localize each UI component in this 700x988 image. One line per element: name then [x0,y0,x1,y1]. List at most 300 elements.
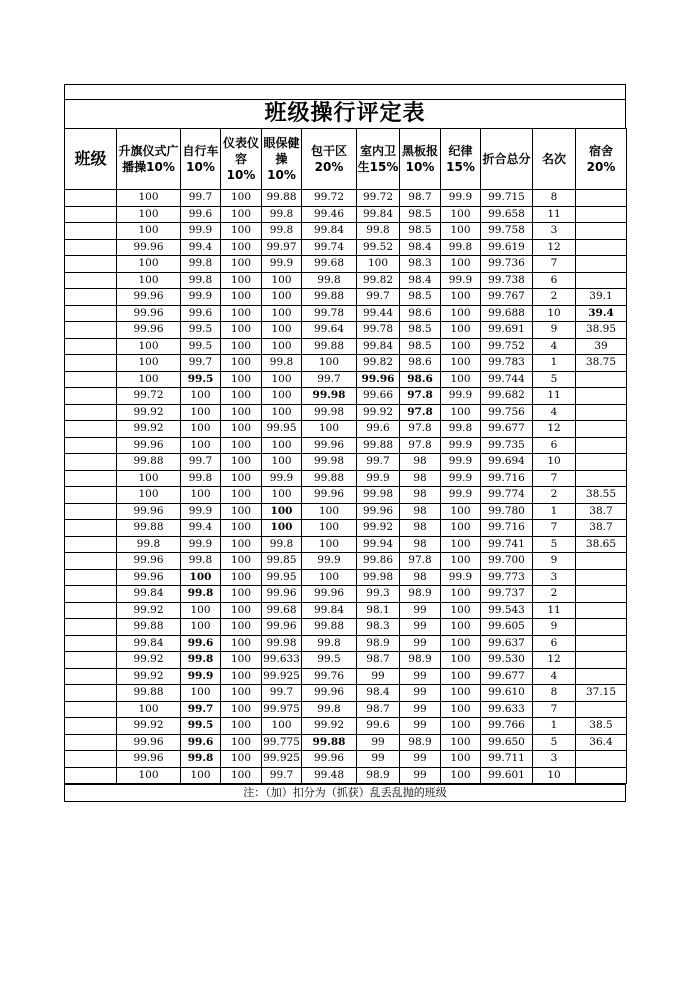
table-cell: 99.633 [481,701,533,718]
table-cell: 99.9 [181,536,221,553]
table-cell: 12 [533,239,576,256]
table-cell: 9 [533,553,576,570]
table-cell: 100 [221,404,262,421]
table-cell: 99.752 [481,338,533,355]
table-row [65,520,627,537]
table-cell: 99.96 [117,569,181,586]
table-cell [65,421,117,438]
table-cell: 100 [221,355,262,372]
table-cell [576,256,627,273]
table-cell: 100 [441,718,481,735]
table-cell [576,619,627,636]
table-cell: 100 [262,371,302,388]
table-row [65,668,627,685]
table-cell: 100 [441,206,481,223]
table-cell: 99.9 [441,437,481,454]
table-row [65,388,627,405]
table-cell: 99.8 [262,206,302,223]
table-cell: 100 [181,767,221,784]
table-cell: 99.48 [302,767,357,784]
table-cell: 100 [221,190,262,207]
table-cell: 98.9 [400,586,441,603]
table-cell: 100 [221,751,262,768]
table-cell: 99.767 [481,289,533,306]
sheet-top-bar [64,84,626,100]
table-cell: 99.925 [262,668,302,685]
table-cell: 100 [441,404,481,421]
table-cell: 99.88 [262,190,302,207]
table-cell: 100 [441,602,481,619]
table-cell: 100 [441,734,481,751]
table-row [65,206,627,223]
table-cell [576,652,627,669]
column-header: 自行车10% [181,129,221,190]
table-cell: 100 [117,355,181,372]
column-header: 包干区20% [302,129,357,190]
table-cell: 99 [400,751,441,768]
table-cell: 10 [533,305,576,322]
table-cell [576,206,627,223]
table-cell: 100 [221,619,262,636]
table-cell: 98 [400,569,441,586]
table-cell [576,569,627,586]
table-cell: 100 [117,272,181,289]
table-cell: 98 [400,503,441,520]
column-header: 仪表仪容10% [221,129,262,190]
table-cell: 99.88 [117,619,181,636]
table-cell: 99.5 [181,718,221,735]
table-cell: 99.8 [357,223,400,240]
table-cell: 99.44 [357,305,400,322]
table-cell: 99.92 [357,520,400,537]
table-cell [65,569,117,586]
table-cell: 5 [533,371,576,388]
table-cell [65,338,117,355]
table-cell: 100 [221,272,262,289]
table-cell: 100 [181,685,221,702]
table-cell: 99.72 [117,388,181,405]
table-cell: 99.78 [357,322,400,339]
table-cell: 100 [221,668,262,685]
table-row [65,190,627,207]
table-cell: 98 [400,470,441,487]
table-cell: 100 [441,685,481,702]
table-cell: 38.5 [576,718,627,735]
table-cell: 100 [221,635,262,652]
table-cell: 99.8 [302,701,357,718]
table-cell [65,371,117,388]
table-cell [65,668,117,685]
table-cell: 97.8 [400,437,441,454]
table-cell: 99.92 [117,668,181,685]
table-cell: 99 [357,751,400,768]
table-cell: 39.1 [576,289,627,306]
table-cell: 98.5 [400,338,441,355]
table-cell: 99.96 [117,305,181,322]
table-cell: 98.7 [357,652,400,669]
table-cell: 99.72 [302,190,357,207]
table-cell: 100 [117,371,181,388]
table-row [65,553,627,570]
table-row [65,256,627,273]
table-cell: 100 [441,751,481,768]
table-cell: 99.9 [441,388,481,405]
table-cell: 38.7 [576,520,627,537]
table-cell: 100 [221,503,262,520]
table-cell [576,553,627,570]
table-cell: 99.98 [302,454,357,471]
table-cell: 99.7 [262,767,302,784]
table-cell: 99.5 [302,652,357,669]
table-cell [576,404,627,421]
evaluation-sheet [64,84,626,802]
table-cell [65,487,117,504]
table-row [65,239,627,256]
table-cell: 100 [441,503,481,520]
table-cell: 99.700 [481,553,533,570]
table-cell: 100 [221,371,262,388]
table-cell: 100 [221,305,262,322]
table-cell: 99.688 [481,305,533,322]
table-cell: 100 [221,652,262,669]
table-cell: 100 [221,289,262,306]
table-cell: 100 [262,718,302,735]
column-header: 眼保健操10% [262,129,302,190]
table-row [65,470,627,487]
table-cell: 8 [533,190,576,207]
table-cell: 100 [117,338,181,355]
table-cell: 100 [441,553,481,570]
table-row [65,454,627,471]
table-cell [576,454,627,471]
table-cell: 100 [221,685,262,702]
table-cell: 99.925 [262,751,302,768]
table-cell: 9 [533,322,576,339]
table-cell: 99.6 [181,206,221,223]
table-cell: 99.6 [357,718,400,735]
table-cell: 99.758 [481,223,533,240]
table-cell: 99.773 [481,569,533,586]
table-cell: 100 [302,355,357,372]
table-cell: 39.4 [576,305,627,322]
table-cell: 99.98 [357,569,400,586]
table-cell: 98 [400,536,441,553]
table-cell: 100 [221,322,262,339]
table-cell: 100 [441,520,481,537]
table-cell: 2 [533,289,576,306]
table-row [65,652,627,669]
table-cell: 99.8 [441,239,481,256]
table-cell: 100 [221,718,262,735]
table-cell: 99.96 [262,619,302,636]
table-cell: 99.88 [302,289,357,306]
table-cell: 99.682 [481,388,533,405]
table-cell: 3 [533,223,576,240]
table-cell [65,470,117,487]
table-cell: 100 [441,701,481,718]
table-cell [65,190,117,207]
table-cell: 100 [181,487,221,504]
table-cell: 100 [262,338,302,355]
table-cell: 99.975 [262,701,302,718]
table-cell: 99.84 [357,206,400,223]
table-cell: 98.4 [400,239,441,256]
table-cell: 99.92 [357,404,400,421]
table-cell [576,239,627,256]
table-cell: 100 [262,503,302,520]
table-cell: 99.96 [302,487,357,504]
table-cell: 99.88 [302,619,357,636]
table-cell: 99.96 [117,239,181,256]
table-cell: 100 [441,338,481,355]
table-cell: 99.88 [302,470,357,487]
table-cell: 100 [181,404,221,421]
table-cell: 99.72 [357,190,400,207]
column-header: 折合总分 [481,129,533,190]
table-cell: 100 [441,619,481,636]
table-cell: 100 [117,190,181,207]
table-cell [576,470,627,487]
table-cell: 100 [262,520,302,537]
table-cell: 38.7 [576,503,627,520]
table-cell [65,322,117,339]
table-cell: 99.64 [302,322,357,339]
table-cell [576,635,627,652]
table-row [65,437,627,454]
table-cell: 99.68 [302,256,357,273]
table-cell: 100 [302,503,357,520]
table-row [65,322,627,339]
table-cell: 99.7 [357,289,400,306]
table-cell: 99.96 [357,371,400,388]
column-header: 名次 [533,129,576,190]
table-cell: 99.96 [302,586,357,603]
table-cell: 99.6 [181,305,221,322]
table-cell: 99.658 [481,206,533,223]
table-cell: 100 [221,536,262,553]
table-cell [65,289,117,306]
table-cell: 7 [533,520,576,537]
table-cell [65,239,117,256]
table-cell: 99.88 [357,437,400,454]
table-cell: 99 [400,668,441,685]
table-cell: 100 [221,734,262,751]
table-cell: 100 [441,322,481,339]
table-cell: 99.88 [302,734,357,751]
table-cell: 99.9 [302,553,357,570]
table-cell: 8 [533,685,576,702]
table-cell [65,767,117,784]
table-cell: 99.610 [481,685,533,702]
table-cell: 99.9 [357,470,400,487]
table-row [65,404,627,421]
table-cell: 100 [117,206,181,223]
table-cell: 38.95 [576,322,627,339]
table-cell: 99.4 [181,520,221,537]
table-cell: 10 [533,454,576,471]
table-row [65,751,627,768]
table-cell [576,272,627,289]
table-cell: 100 [302,569,357,586]
table-cell: 99.5 [181,371,221,388]
table-cell: 7 [533,470,576,487]
table-cell: 99.774 [481,487,533,504]
table-cell: 100 [441,223,481,240]
table-cell: 99.530 [481,652,533,669]
table-cell: 99.92 [117,421,181,438]
table-cell: 99 [400,718,441,735]
table-cell: 100 [221,767,262,784]
table-row [65,305,627,322]
table-cell: 99.8 [441,421,481,438]
table-cell: 100 [441,371,481,388]
table-cell: 12 [533,652,576,669]
table-cell: 99.66 [357,388,400,405]
table-cell: 99.96 [357,503,400,520]
table-cell: 99.96 [302,751,357,768]
table-cell [576,602,627,619]
table-cell: 100 [181,421,221,438]
table-cell: 98 [400,487,441,504]
table-cell: 7 [533,256,576,273]
table-cell: 100 [117,470,181,487]
table-cell: 100 [117,223,181,240]
table-cell: 100 [441,586,481,603]
table-cell: 100 [302,421,357,438]
table-cell: 98.5 [400,289,441,306]
table-cell: 99.8 [181,586,221,603]
table-cell [576,388,627,405]
table-cell: 99.98 [302,404,357,421]
table-cell: 99.601 [481,767,533,784]
column-header: 室内卫生15% [357,129,400,190]
table-cell: 99.95 [262,421,302,438]
table-cell: 98.7 [400,190,441,207]
table-cell: 100 [221,553,262,570]
table-cell: 99.84 [357,338,400,355]
table-cell: 11 [533,388,576,405]
table-cell: 99.9 [181,503,221,520]
table-cell: 100 [117,256,181,273]
table-cell: 99.6 [181,635,221,652]
table-cell: 99.96 [117,289,181,306]
table-cell: 100 [181,619,221,636]
table-cell: 99.98 [262,635,302,652]
table-cell: 99 [400,602,441,619]
table-cell: 100 [181,602,221,619]
table-row [65,272,627,289]
table-cell: 99.8 [117,536,181,553]
table-cell: 2 [533,487,576,504]
table-cell: 99.82 [357,272,400,289]
table-cell: 99.8 [302,635,357,652]
table-row [65,602,627,619]
table-cell: 98.4 [357,685,400,702]
table-cell: 100 [221,701,262,718]
table-cell [65,272,117,289]
table-row [65,685,627,702]
table-cell: 99.8 [181,553,221,570]
table-cell: 98.4 [400,272,441,289]
table-cell [65,305,117,322]
table-body [65,190,627,784]
table-row [65,371,627,388]
table-cell: 98 [400,520,441,537]
table-cell: 100 [221,520,262,537]
table-cell: 99.783 [481,355,533,372]
table-row [65,701,627,718]
table-cell: 99.7 [181,701,221,718]
table-cell: 99.9 [181,289,221,306]
table-row [65,338,627,355]
table-cell [576,586,627,603]
table-cell: 100 [262,454,302,471]
table-cell: 100 [262,388,302,405]
table-cell: 99 [357,668,400,685]
table-cell: 100 [221,421,262,438]
table-cell: 100 [181,388,221,405]
table-cell: 100 [262,289,302,306]
table-cell: 39 [576,338,627,355]
table-cell [65,619,117,636]
table-cell: 99.9 [441,470,481,487]
table-cell: 100 [357,256,400,273]
table-row [65,536,627,553]
table-row [65,569,627,586]
table-row [65,718,627,735]
table-cell: 99.691 [481,322,533,339]
table-cell: 100 [221,437,262,454]
table-cell: 100 [262,305,302,322]
column-header: 黑板报10% [400,129,441,190]
table-cell: 99.780 [481,503,533,520]
table-cell [65,553,117,570]
table-cell: 11 [533,602,576,619]
table-cell: 99.9 [262,470,302,487]
table-cell: 97.8 [400,553,441,570]
table-cell: 99.9 [262,256,302,273]
table-cell: 99 [400,619,441,636]
table-cell: 99.677 [481,421,533,438]
table-cell: 99 [400,701,441,718]
table-cell: 100 [221,239,262,256]
table-cell: 99.8 [181,652,221,669]
table-cell: 4 [533,338,576,355]
table-cell: 100 [441,355,481,372]
table-cell: 38.65 [576,536,627,553]
table-cell [65,635,117,652]
table-cell: 98.5 [400,322,441,339]
table-cell: 99.716 [481,520,533,537]
table-cell: 100 [441,289,481,306]
table-cell: 99.738 [481,272,533,289]
table-cell: 98.6 [400,371,441,388]
table-cell: 100 [117,487,181,504]
table-cell: 99.650 [481,734,533,751]
table-cell: 99.52 [357,239,400,256]
table-cell: 98.9 [400,734,441,751]
table-cell: 99.9 [441,569,481,586]
table-cell: 7 [533,701,576,718]
table-cell: 99.677 [481,668,533,685]
table-cell [576,751,627,768]
table-cell: 98.3 [400,256,441,273]
table-cell [65,751,117,768]
table-cell: 99.84 [302,602,357,619]
table-cell: 99.96 [117,553,181,570]
table-cell: 98.3 [357,619,400,636]
table-cell: 99 [400,767,441,784]
